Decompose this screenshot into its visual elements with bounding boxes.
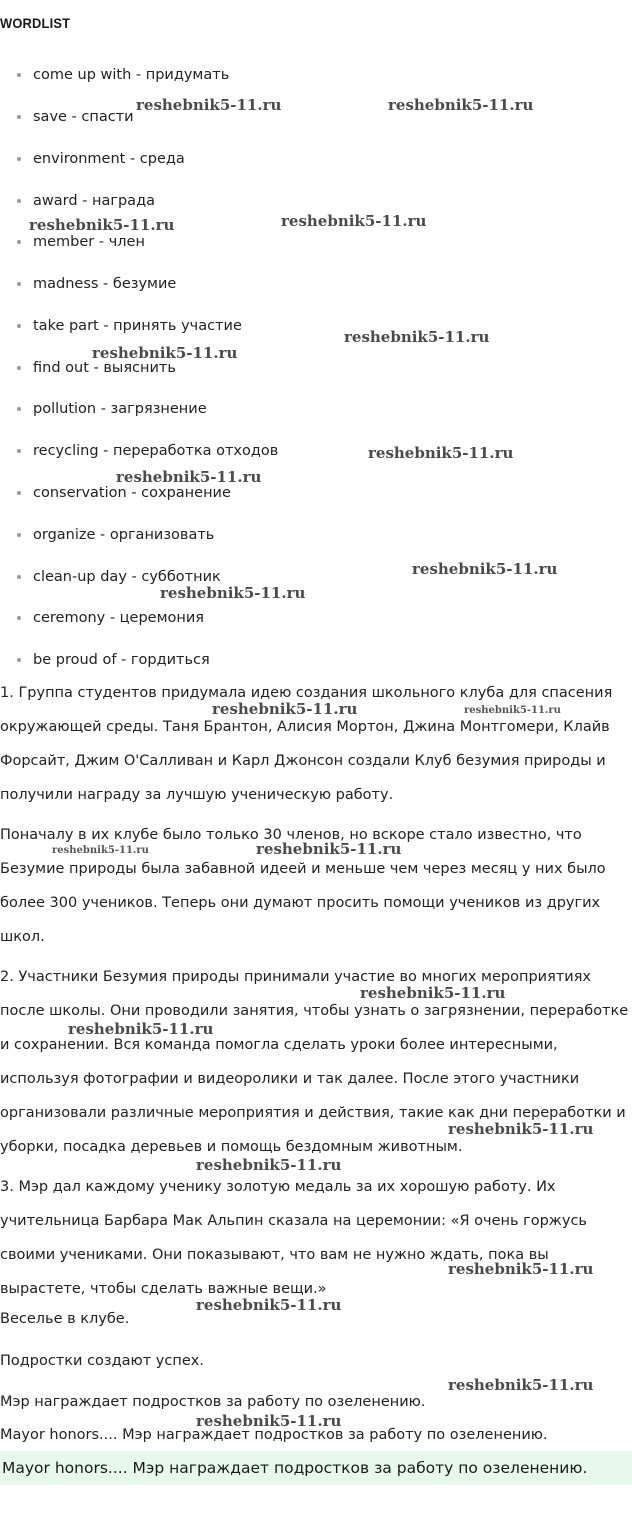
watermark: reshebnik5-11.ru (52, 845, 149, 856)
list-item (33, 66, 229, 84)
bullet-icon (17, 575, 21, 579)
list-item-text: madness - безумие (33, 276, 177, 292)
list-item (33, 609, 204, 627)
list-item-text: conservation - сохранение (33, 485, 231, 501)
list-item-text: organize - организовать (33, 527, 215, 543)
list-item (33, 526, 214, 544)
highlighted-answer-text: Mayor honors.... Мэр награждает подростков за работу по озеленению. (2, 1459, 588, 1477)
list-item-text: pollution - загрязнение (33, 401, 207, 417)
paragraph-3: 2. Участники Безумия природы принимали участие во многих мероприятиях после школы. Они проводили занятия, чтобы узнать о загрязнении, переработке и сохранении. Вся команда помогла сделать уроки более интересными, используя фотографии и видеоролики и так далее. После этого участники организовали различные мероприятия и действия, такие как дни переработки и уборки, посадка деревьев и помощь бездомным животным. (0, 969, 629, 1155)
bullet-icon (17, 324, 21, 328)
watermark: reshebnik5-11.ru (448, 1376, 594, 1394)
watermark: reshebnik5-11.ru (116, 468, 262, 486)
bullet-icon (17, 240, 21, 244)
list-item (33, 275, 176, 293)
bullet-icon (17, 366, 21, 370)
paragraph-1: 1. Группа студентов придумала идею создания школьного клуба для спасения окружающей среды. Таня Брантон, Алисия Мортон, Джина Монтгомери, Клайв Форсайт, Джим О'Салливан и Карл Джонсон создали Клуб безумия природы и получили награду за лучшую ученическую работу. (0, 685, 613, 803)
watermark: reshebnik5-11.ru (281, 212, 427, 230)
watermark: reshebnik5-11.ru (136, 96, 282, 114)
watermark: reshebnik5-11.ru (92, 344, 238, 362)
bullet-icon (17, 449, 21, 453)
bullet-icon (17, 491, 21, 495)
watermark: reshebnik5-11.ru (212, 700, 358, 718)
list-item (33, 150, 185, 168)
watermark: reshebnik5-11.ru (196, 1412, 342, 1430)
watermark: reshebnik5-11.ru (196, 1156, 342, 1174)
bullet-icon (17, 115, 21, 119)
list-item-text: recycling - переработка отходов (33, 443, 279, 459)
watermark: reshebnik5-11.ru (412, 560, 558, 578)
bullet-icon (17, 533, 21, 537)
list-item-text: find out - выяснить (33, 360, 176, 376)
list-item-text: save - спасти (33, 109, 134, 125)
wordlist-heading: WORDLIST (0, 15, 71, 31)
watermark: reshebnik5-11.ru (368, 444, 514, 462)
list-item (33, 317, 242, 335)
list-item-text: award - награда (33, 193, 155, 209)
bullet-icon (17, 199, 21, 203)
watermark: reshebnik5-11.ru (160, 584, 306, 602)
watermark: reshebnik5-11.ru (256, 840, 402, 858)
bullet-icon (17, 282, 21, 286)
list-item-text: come up with - придумать (33, 67, 230, 83)
watermark: reshebnik5-11.ru (360, 984, 506, 1002)
highlighted-answer (0, 1451, 632, 1485)
list-item-text: member - член (33, 234, 145, 250)
bullet-icon (17, 157, 21, 161)
list-item (33, 442, 278, 460)
watermark: reshebnik5-11.ru (68, 1020, 214, 1038)
watermark: reshebnik5-11.ru (464, 705, 561, 716)
list-item-text: be proud of - гордиться (33, 652, 210, 668)
line-teens-success: Подростки создают успех. (0, 1353, 204, 1369)
list-item-text: take part - принять участие (33, 318, 242, 334)
watermark: reshebnik5-11.ru (29, 216, 175, 234)
list-item (33, 108, 134, 126)
watermark: reshebnik5-11.ru (388, 96, 534, 114)
paragraph-2: Поначалу в их клубе было только 30 членов, но вскоре стало известно, что Безумие природы была забавной идеей и меньше чем через месяц у них было более 300 учеников. Теперь они думают просить помощи учеников из других школ. (0, 827, 606, 945)
watermark: reshebnik5-11.ru (448, 1260, 594, 1278)
bullet-icon (17, 658, 21, 662)
list-item (33, 233, 145, 251)
paragraph-4: 3. Мэр дал каждому ученику золотую медаль за их хорошую работу. Их учительница Барбара Мак Альпин сказала на церемонии: «Я очень горжусь своими учениками. Они показывают, что вам не нужно ждать, пока вы вырастете, чтобы сделать важные вещи.» (0, 1179, 587, 1297)
watermark: reshebnik5-11.ru (344, 328, 490, 346)
list-item (33, 192, 155, 210)
list-item (33, 484, 231, 502)
line-fun-in-club: Веселье в клубе. (0, 1311, 130, 1327)
list-item (33, 400, 207, 418)
list-item-text: ceremony - церемония (33, 610, 205, 626)
bullet-icon (17, 616, 21, 620)
line-mayor-honors: Mayor honors.... Мэр награждает подростков за работу по озеленению. (0, 1427, 548, 1443)
line-mayor-rewards: Мэр награждает подростков за работу по озеленению. (0, 1394, 426, 1410)
bullet-icon (17, 407, 21, 411)
list-item (33, 651, 210, 669)
list-item-text: clean-up day - субботник (33, 569, 221, 585)
watermark: reshebnik5-11.ru (448, 1120, 594, 1138)
bullet-icon (17, 73, 21, 77)
list-item-text: environment - среда (33, 151, 185, 167)
watermark: reshebnik5-11.ru (196, 1296, 342, 1314)
